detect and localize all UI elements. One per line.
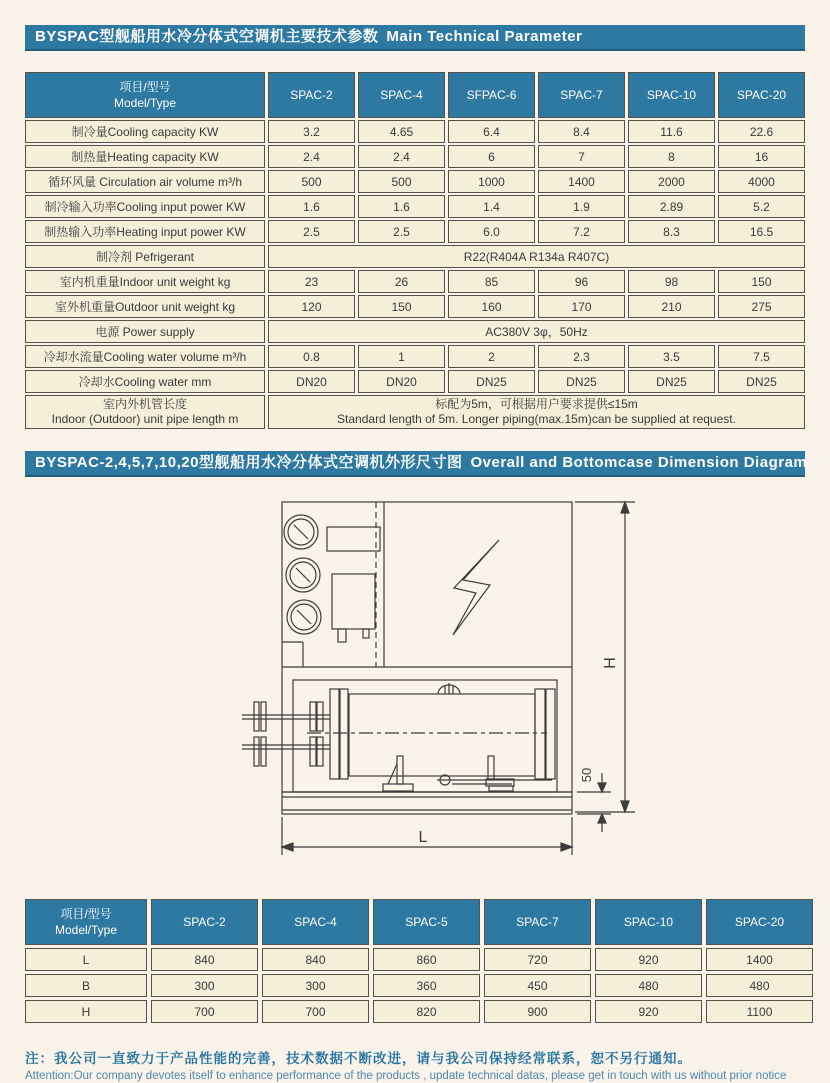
value-cell: 820 [373,1000,480,1023]
value-cell: 2.5 [358,220,445,243]
value-cell: 840 [151,948,258,971]
value-cell: 2.3 [538,345,625,368]
section2-title-zh: BYSPAC-2,4,5,7,10,20型舰船用水冷分体式空调机外形尺寸图 [35,454,463,471]
row-label: 冷却水流量Cooling water volume m³/h [25,345,265,368]
table2-header-label-en: Model/Type [54,923,118,937]
table1-header-label-zh: 项目/型号 [119,80,171,94]
base-height-dimension-label: 50 [579,767,594,783]
row-label: 室外机重量Outdoor unit weight kg [25,295,265,318]
value-cell: 0.8 [268,345,355,368]
section1-title-en: Main Technical Parameter [386,28,583,45]
row-label: 循环风量 Circulation air volume m³/h [25,170,265,193]
table1-header-model: SPAC-20 [718,72,805,118]
value-cell: 1.9 [538,195,625,218]
value-cell: 170 [538,295,625,318]
dimension-table [25,899,813,1023]
table2-header-model: SPAC-4 [262,899,369,945]
value-cell: 98 [628,270,715,293]
value-cell: 900 [484,1000,591,1023]
value-cell: 2000 [628,170,715,193]
footer-note [25,1047,805,1082]
value-cell: 2.4 [268,145,355,168]
value-cell: 85 [448,270,535,293]
supports-and-drain [383,756,552,791]
value-cell: 1.6 [358,195,445,218]
value-cell: 22.6 [718,120,805,143]
value-cell: 500 [358,170,445,193]
value-cell: DN20 [358,370,445,393]
pressure-gauges-icon [284,515,321,634]
value-cell: 700 [151,1000,258,1023]
row-label: 制热输入功率Heating input power KW [25,220,265,243]
value-cell: 1.4 [448,195,535,218]
value-cell: 720 [484,948,591,971]
table1-header-label-en: Model/Type [113,96,177,110]
table1-header-model: SPAC-2 [268,72,355,118]
value-cell: DN25 [718,370,805,393]
value-cell: 275 [718,295,805,318]
value-cell: 840 [262,948,369,971]
footer-note-en: Attention:Our company devotes itself to enhance performance of the products , update technical datas, please get in touch with us without prior notice [25,1070,787,1082]
table1-header-model: SPAC-7 [538,72,625,118]
value-cell: 6.0 [448,220,535,243]
condenser-compartment [293,680,557,792]
control-boxes [327,527,380,642]
unit-base [282,792,572,814]
value-cell: 150 [718,270,805,293]
l-dimension-label: L [418,829,428,846]
value-cell: 1400 [706,948,813,971]
water-pipe-flanges [242,702,330,766]
value-cell: 500 [268,170,355,193]
value-cell: 1000 [448,170,535,193]
value-cell: 8 [628,145,715,168]
footer-note-zh: 注：我公司一直致力于产品性能的完善，技术数据不断改进，请与我公司保持经常联系，恕不另行通知。 [25,1051,692,1066]
row-label: L [25,948,147,971]
value-cell: 480 [706,974,813,997]
base-height-dimension [577,768,611,832]
l-dimension [282,817,572,855]
row-label: 电源 Power supply [25,320,265,343]
section1-title-zh: BYSPAC型舰船用水冷分体式空调机主要技术参数 [35,28,379,45]
h-dimension-label: H [602,657,619,669]
value-cell: 16 [718,145,805,168]
table1-header-model-type [25,72,265,118]
value-cell: 3.5 [628,345,715,368]
row-label [25,395,265,429]
value-cell: 920 [595,948,702,971]
row-label: 制冷量Cooling capacity KW [25,120,265,143]
table1-header-model: SPAC-10 [628,72,715,118]
dimension-diagram [25,477,805,885]
value-cell: 2.5 [268,220,355,243]
value-cell: 6.4 [448,120,535,143]
value-cell: DN25 [538,370,625,393]
value-cell: 120 [268,295,355,318]
value-cell: 2.4 [358,145,445,168]
lightning-bolt-icon [453,540,499,635]
main-parameter-table [25,72,805,429]
value-cell: 210 [628,295,715,318]
pipe-length-label-en: Indoor (Outdoor) unit pipe length m [51,412,239,426]
value-cell: DN25 [448,370,535,393]
pipe-length-value-zh: 标配为5m，可根据用户要求提供≤15m [435,397,638,411]
value-cell: 2.89 [628,195,715,218]
pipe-length-value-en: Standard length of 5m. Longer piping(max.15m)can be supplied at request. [337,412,736,426]
section2-title-en: Overall and Bottomcase Dimension Diagram [470,454,808,471]
span-value-cell [268,395,805,429]
value-cell: 2 [448,345,535,368]
span-value-cell: AC380V 3φ，50Hz [268,320,805,343]
row-label: 冷却水Cooling water mm [25,370,265,393]
value-cell: 1400 [538,170,625,193]
value-cell: 4.65 [358,120,445,143]
value-cell: 16.5 [718,220,805,243]
value-cell: 26 [358,270,445,293]
section2-title-bar [25,451,808,477]
value-cell: 4000 [718,170,805,193]
unit-outline-drawing [207,479,647,875]
span-value-cell: R22(R404A R134a R407C) [268,245,805,268]
value-cell: 7.5 [718,345,805,368]
value-cell: DN20 [268,370,355,393]
table2-header-model: SPAC-5 [373,899,480,945]
value-cell: 920 [595,1000,702,1023]
row-label: B [25,974,147,997]
table1-header-model: SFPAC-6 [448,72,535,118]
value-cell: 3.2 [268,120,355,143]
value-cell: 23 [268,270,355,293]
value-cell: 480 [595,974,702,997]
section1-title-bar [25,25,805,51]
value-cell: 96 [538,270,625,293]
value-cell: 8.4 [538,120,625,143]
table2-header-label-zh: 项目/型号 [60,907,112,921]
row-label: H [25,1000,147,1023]
value-cell: 7 [538,145,625,168]
table2-header-model: SPAC-2 [151,899,258,945]
value-cell: 6 [448,145,535,168]
value-cell: 300 [151,974,258,997]
value-cell: 11.6 [628,120,715,143]
value-cell: 1.6 [268,195,355,218]
value-cell: 7.2 [538,220,625,243]
value-cell: 860 [373,948,480,971]
table1-header-model: SPAC-4 [358,72,445,118]
table2-header-model: SPAC-10 [595,899,702,945]
value-cell: 360 [373,974,480,997]
value-cell: DN25 [628,370,715,393]
pipe-length-label-zh: 室内外机管长度 [102,397,187,411]
row-label: 制热量Heating capacity KW [25,145,265,168]
row-label: 制冷剂 Pefrigerant [25,245,265,268]
table2-header-model: SPAC-7 [484,899,591,945]
value-cell: 700 [262,1000,369,1023]
value-cell: 300 [262,974,369,997]
value-cell: 160 [448,295,535,318]
value-cell: 450 [484,974,591,997]
table2-header-model: SPAC-20 [706,899,813,945]
row-label: 制冷输入功率Cooling input power KW [25,195,265,218]
value-cell: 1100 [706,1000,813,1023]
value-cell: 5.2 [718,195,805,218]
table2-header-model-type [25,899,147,945]
value-cell: 150 [358,295,445,318]
row-label: 室内机重量Indoor unit weight kg [25,270,265,293]
h-dimension [575,502,635,812]
value-cell: 1 [358,345,445,368]
value-cell: 8.3 [628,220,715,243]
